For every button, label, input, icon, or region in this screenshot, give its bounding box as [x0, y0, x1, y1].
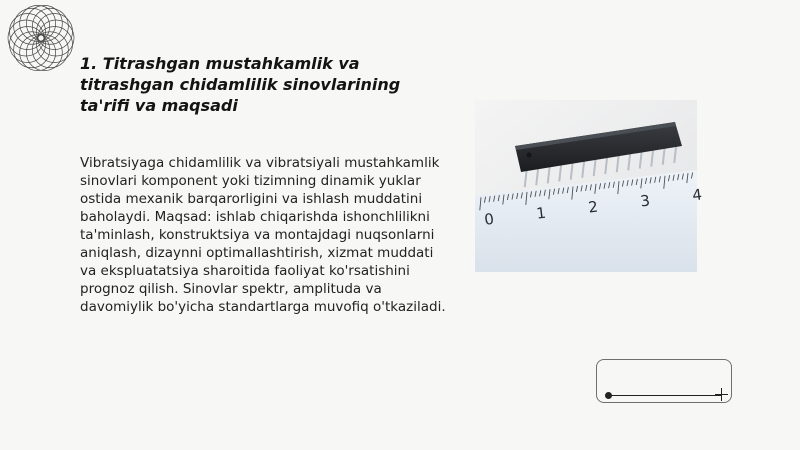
- ruler-label: 0: [483, 209, 495, 229]
- slide-title: 1. Titrashgan mustahkamlik va titrashgan chidamlilik sinovlarining ta'rifi va maqsadi: [80, 54, 401, 115]
- slide-body-text: Vibratsiyaga chidamlilik va vibratsiyali mustahkamlik sinovlari komponent yoki tizimning dinamik yuklar ostida mexanik barqarorligini va ishlash muddatini baholaydi. Maqsad: ishlab chiqarishda ishonchlilikni ta'minlash, konstruktsiya va montajdagi nuqsonlarni aniqlash, dizaynni optimallashtirish, xizmat muddati va ekspluatatsiya sharoitida faoliyat ko'rsatishini prognoz qilish. Sinovlar spektr, amplituda va davomiylik bo'yicha standartlarga muvofiq o'tkaziladi.: [80, 155, 446, 315]
- ruler-label: 3: [639, 191, 651, 211]
- slider-track: [608, 395, 722, 396]
- slider-widget[interactable]: [596, 359, 732, 403]
- plus-icon[interactable]: [715, 388, 728, 401]
- chip-notch-icon: [526, 152, 531, 157]
- ruler-label: 1: [535, 203, 547, 223]
- ic-chip-photo: [475, 100, 703, 272]
- circle-dot-icon[interactable]: [605, 392, 612, 399]
- geometric-circle-pattern-icon: [6, 3, 76, 73]
- ruler-label: 4: [691, 185, 703, 205]
- ruler-label: 2: [587, 197, 599, 217]
